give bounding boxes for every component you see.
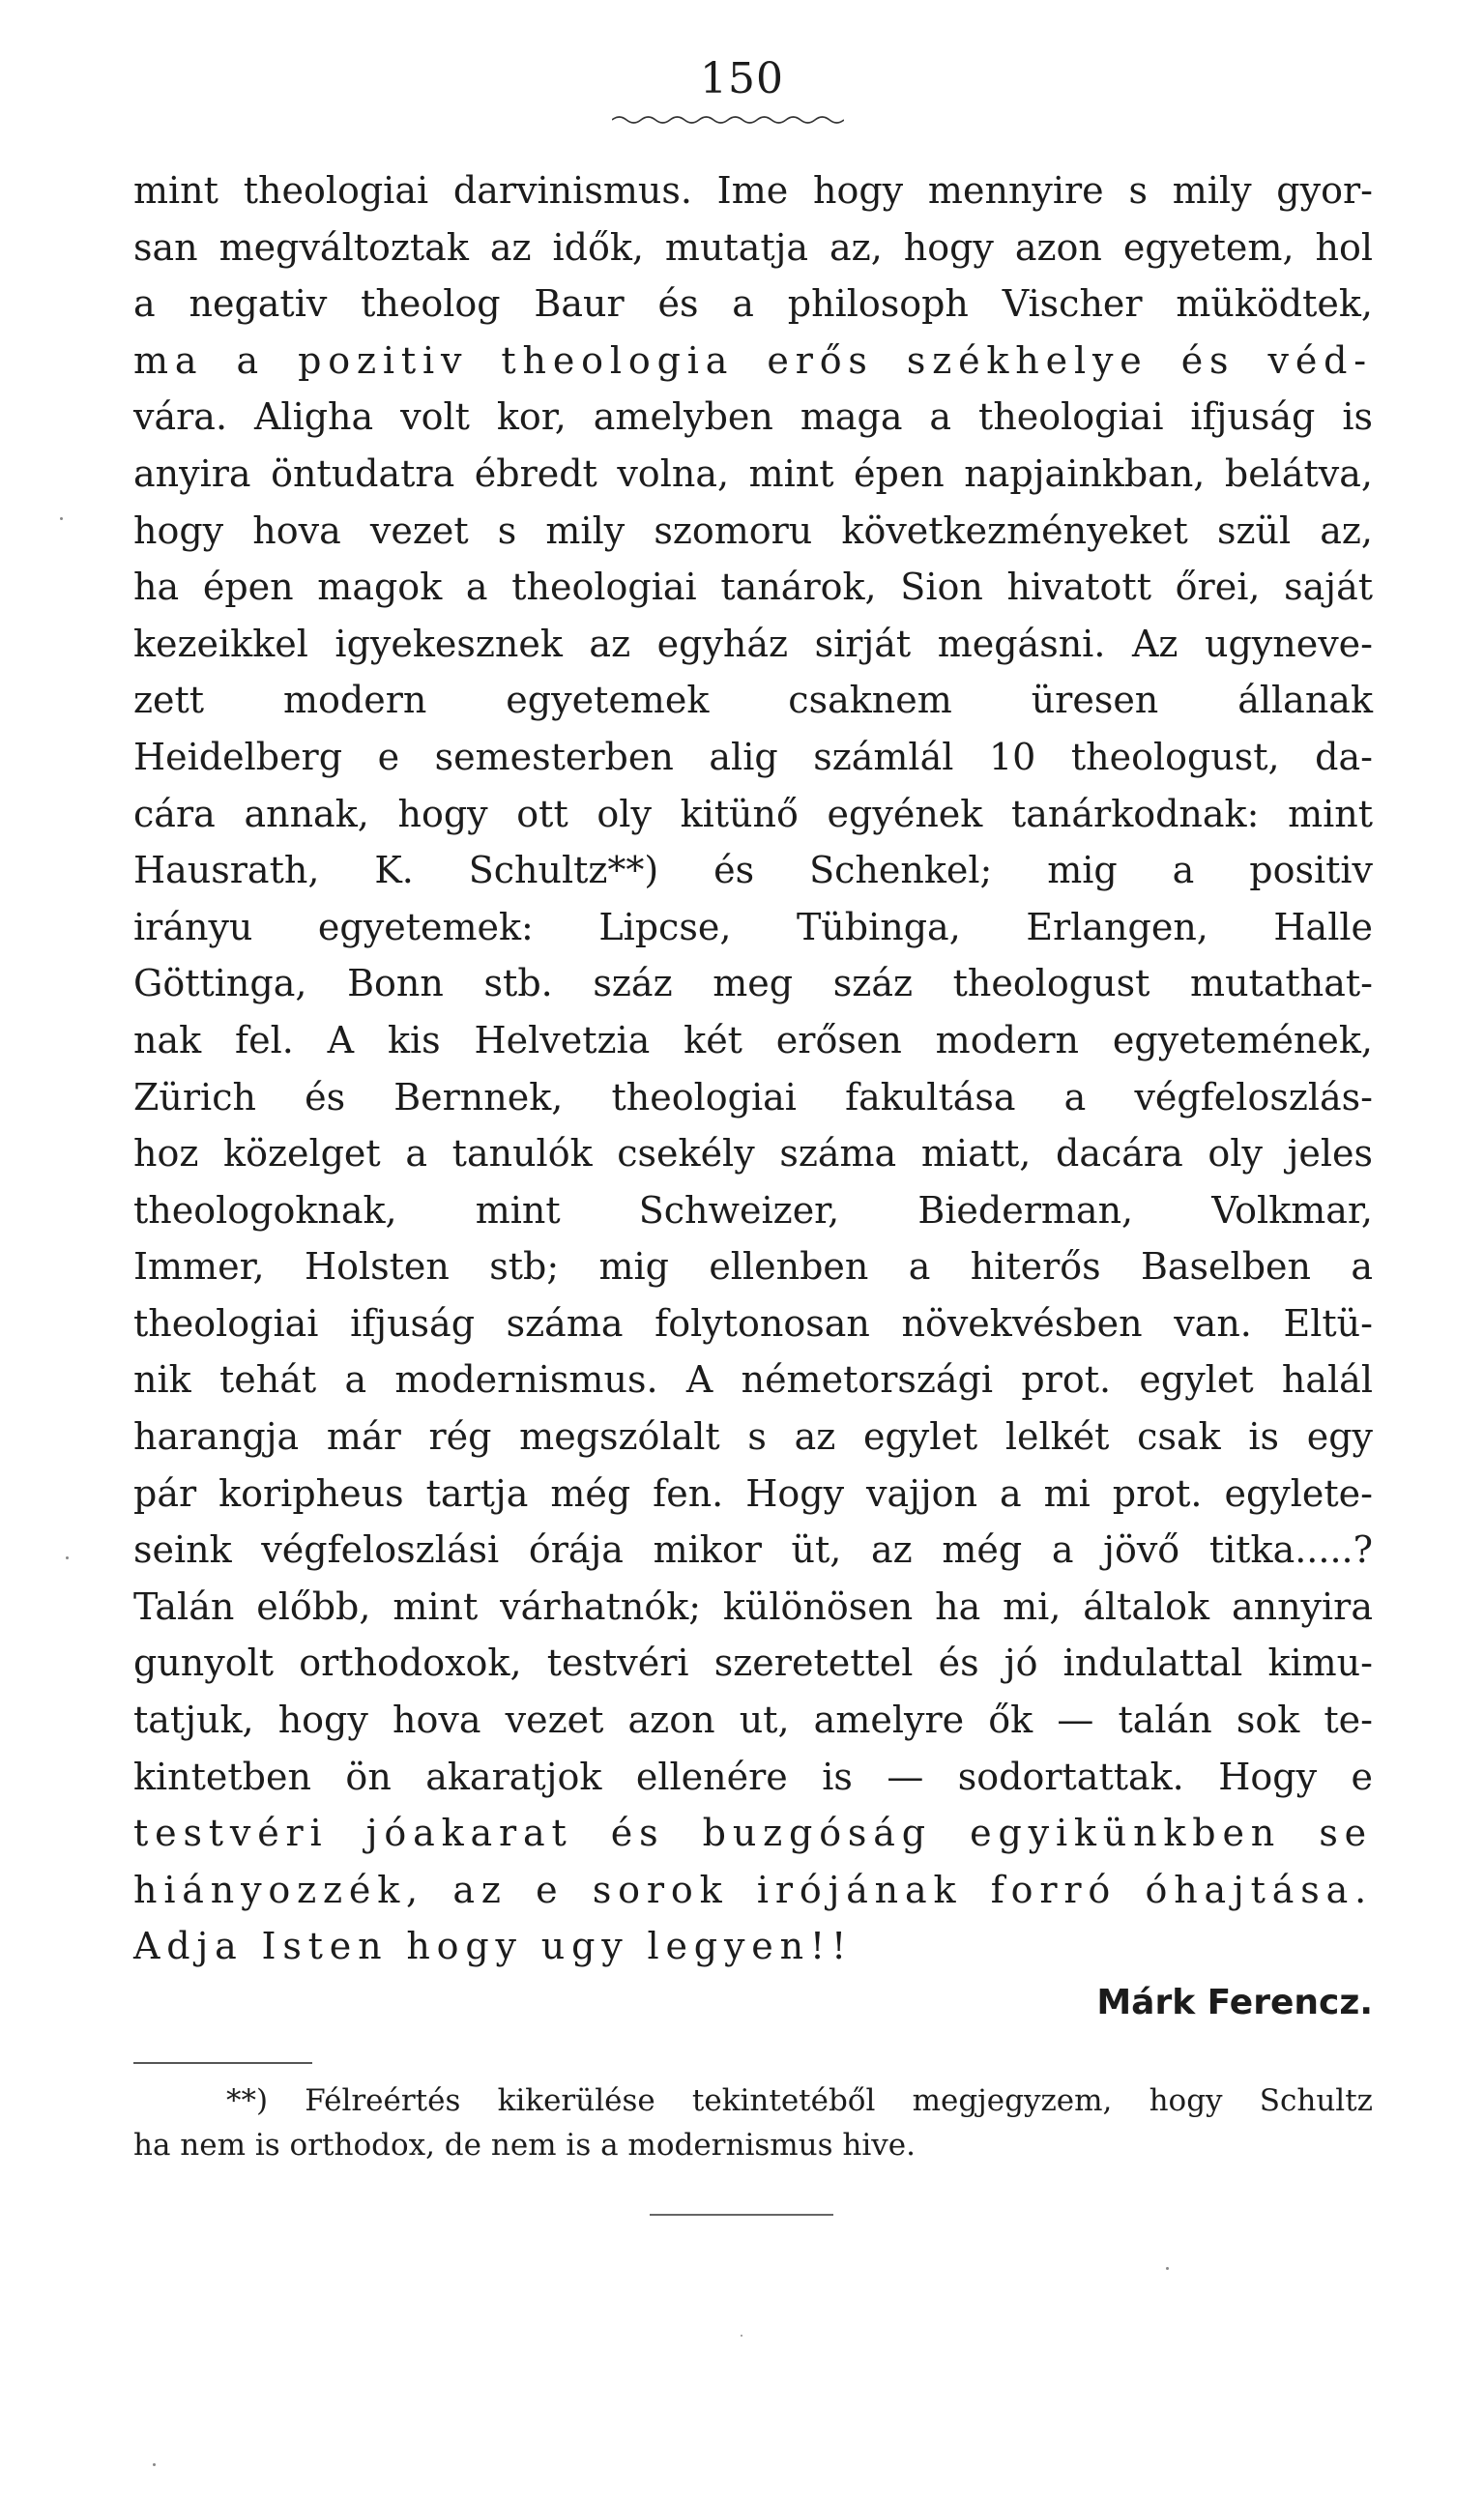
text-line: Hausrath, K. Schultz**) és Schenkel; mig a positiv xyxy=(133,849,1373,892)
author-signature: Márk Ferencz. xyxy=(1096,1983,1373,2022)
text-line: hoz közelget a tanulók csekély száma miatt, dacára oly jeles xyxy=(133,1132,1373,1176)
text-line: vára. Aligha volt kor, amelyben maga a theologiai ifjuság is xyxy=(133,395,1373,439)
text-line: Talán előbb, mint várhatnók; különösen ha mi, általok annyira xyxy=(133,1584,1373,1628)
text-line: Göttinga, Bonn stb. száz meg száz theologust mutathat- xyxy=(133,962,1373,1005)
text-line: theologiai ifjuság száma folytonosan növekvésben van. Eltü- xyxy=(133,1301,1373,1345)
page-number: 150 xyxy=(700,54,784,103)
text-line: seink végfeloszlási órája mikor üt, az még a jövő titka.....? xyxy=(133,1528,1373,1572)
text-line: ha épen magok a theologiai tanárok, Sion hivatott őrei, saját xyxy=(133,566,1373,609)
page-number-ornament xyxy=(612,114,844,126)
text-line: hiányozzék, az e sorok irójának forró óhajtása. xyxy=(133,1868,1373,1911)
text-line: Immer, Holsten stb; mig ellenben a hiterős Baselben a xyxy=(133,1245,1373,1289)
text-line: gunyolt orthodoxok, testvéri szeretettel és jó indulattal kimu- xyxy=(133,1642,1373,1685)
text-line: zett modern egyetemek csaknem üresen állanak xyxy=(133,679,1373,722)
text-line: Heidelberg e semesterben alig számlál 10 theologust, da- xyxy=(133,735,1373,778)
main-text xyxy=(133,162,1373,2032)
paper-speck xyxy=(60,517,63,520)
text-line: hogy hova vezet s mily szomoru következményeket szül az, xyxy=(133,509,1373,552)
paper-speck xyxy=(153,2463,156,2466)
text-line: kintetben ön akaratjok ellenére is — sodortattak. Hogy e xyxy=(133,1755,1373,1798)
text-line: anyira öntudatra ébredt volna, mint épen napjainkban, belátva, xyxy=(133,451,1373,495)
footnote-line: **) Félreértés kikerülése tekintetéből megjegyzem, hogy Schultz xyxy=(226,2083,1373,2118)
text-line: cára annak, hogy ott oly kitünő egyének tanárkodnak: mint xyxy=(133,792,1373,835)
footnote-divider xyxy=(133,2062,312,2064)
text-line: tatjuk, hogy hova vezet azon ut, amelyre ők — talán sok te- xyxy=(133,1699,1373,1742)
footnote xyxy=(133,2078,1373,2167)
text-line: nak fel. A kis Helvetzia két erősen modern egyetemének, xyxy=(133,1018,1373,1061)
text-line: Zürich és Bernnek, theologiai fakultása a végfeloszlás- xyxy=(133,1075,1373,1119)
text-line: kezeikkel igyekesznek az egyház sirját megásni. Az ugyneve- xyxy=(133,622,1373,665)
text-line: mint theologiai darvinismus. Ime hogy mennyire s mily gyor- xyxy=(133,169,1373,212)
text-line: Adja Isten hogy ugy legyen!! xyxy=(133,1925,854,1968)
footnote-line: ha nem is orthodox, de nem is a modernismus hive. xyxy=(133,2128,916,2163)
text-line: san megváltoztak az idők, mutatja az, hogy azon egyetem, hol xyxy=(133,225,1373,269)
text-line: ma a pozitiv theologia erős székhelye és véd- xyxy=(133,338,1373,382)
bottom-rule xyxy=(650,2214,833,2216)
text-line: nik tehát a modernismus. A németországi prot. egylet halál xyxy=(133,1358,1373,1402)
paper-speck xyxy=(66,1556,69,1559)
text-line: pár koripheus tartja még fen. Hogy vajjon a mi prot. egylete- xyxy=(133,1471,1373,1515)
text-line: theologoknak, mint Schweizer, Biederman, Volkmar, xyxy=(133,1188,1373,1232)
text-line: a negativ theolog Baur és a philosoph Vischer müködtek, xyxy=(133,282,1373,326)
paper-speck xyxy=(741,2335,742,2337)
text-line: testvéri jóakarat és buzgóság egyikünkben se xyxy=(133,1812,1373,1855)
text-line: irányu egyetemek: Lipcse, Tübinga, Erlangen, Halle xyxy=(133,905,1373,948)
text-line: harangja már rég megszólalt s az egylet lelkét csak is egy xyxy=(133,1415,1373,1459)
paper-speck xyxy=(1166,2267,1169,2270)
